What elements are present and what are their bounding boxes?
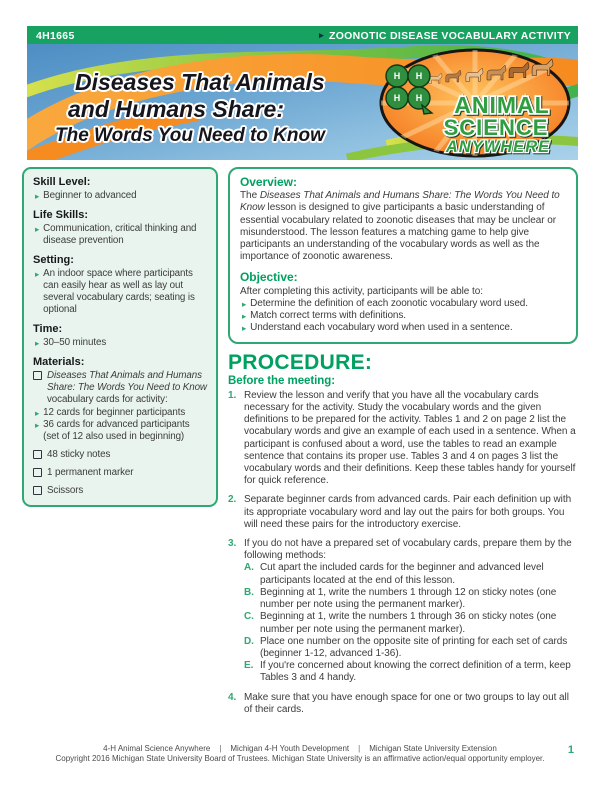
life-skills-heading: Life Skills:: [33, 209, 89, 221]
main-content: [228, 167, 578, 723]
setting-text: An indoor space where participants can easily hear as well as lay out several vocabulary cards; seating is optional: [43, 268, 195, 315]
page-header-bar: [27, 26, 578, 45]
setting-item: [33, 268, 207, 316]
objective-heading: Objective:: [240, 270, 298, 285]
substep-C: [244, 611, 578, 635]
materials-cards-text: [47, 370, 207, 406]
materials-sub2-text: 36 cards for advanced participants (set of 12 also used in beginning): [43, 419, 190, 442]
substep-E: [244, 660, 578, 684]
bullet-arrow-icon: ▸: [242, 298, 247, 309]
overview-lesson-title: Diseases That Animals and Humans Share: The Words You Need to Know: [240, 190, 560, 214]
page-title: [55, 69, 325, 149]
checkbox-icon: [33, 486, 42, 495]
substep-letter: B.: [244, 586, 254, 598]
logo-word-science: SCIENCE: [443, 115, 549, 140]
skill-level-heading: Skill Level:: [33, 176, 91, 188]
materials-heading: Materials:: [33, 356, 85, 368]
overview-rest: lesson is designed to give participants a basic understanding of essential vocabulary related to zoonotic diseases that may be unclear or misunderstood. The lesson features a matching game to help give participants an understanding of the vocabulary words as well as the importance of zoonotic awareness.: [240, 202, 557, 263]
header-activity-title: [319, 30, 571, 42]
objective-bullet3-text: Understand each vocabulary word when used in a sentence.: [250, 322, 513, 334]
materials-item-sticky-notes: [33, 449, 207, 461]
materials-subitem-1: [33, 407, 207, 419]
animal-science-anywhere-logo: [372, 47, 572, 159]
materials-item-marker: [33, 467, 207, 479]
header-activity-label: ZOONOTIC DISEASE VOCABULARY ACTIVITY: [328, 29, 571, 42]
substep-A-text: Cut apart the included cards for the beginner and advanced level participants located at the end of this lesson.: [260, 562, 544, 586]
checkbox-icon: [33, 468, 42, 477]
overview-lead: The: [240, 190, 260, 202]
skill-level-text: Beginner to advanced: [43, 190, 137, 201]
materials-cards-title: Diseases That Animals and Humans Share: The Words You Need to Know: [47, 370, 207, 393]
step-number: 1.: [228, 389, 237, 401]
checkbox-icon: [33, 450, 42, 459]
skill-level-item: [33, 190, 207, 202]
objective-bullet2-text: Match correct terms with definitions.: [250, 310, 406, 322]
step-number: 3.: [228, 538, 237, 550]
bullet-arrow-icon: ▸: [35, 338, 40, 348]
footer-copyright: Copyright 2016 Michigan State University Board of Trustees. Michigan State University is an affirmative action/equal opportunity employer.: [55, 754, 545, 763]
bullet-arrow-icon: ▸: [242, 311, 247, 322]
footer-org-1: 4-H Animal Science Anywhere: [103, 744, 211, 753]
time-heading: Time:: [33, 323, 63, 335]
procedure-step-2: [228, 494, 578, 531]
clover-h-letter: H: [393, 71, 401, 81]
time-item: [33, 337, 207, 349]
materials-sub1-text: 12 cards for beginner participants: [43, 407, 186, 418]
publication-code: 4H1665: [36, 29, 75, 42]
page-title-line1: Diseases That Animals: [75, 69, 325, 95]
clover-h-letter: H: [415, 93, 423, 103]
materials-scissors-text: Scissors: [47, 485, 84, 496]
checkbox-icon: [33, 371, 42, 380]
life-skills-item: [33, 223, 207, 247]
step-2-text: Separate beginner cards from advanced cards. Pair each definition up with its appropriate vocabulary word and lay out the pairs for both groups. You will need these pairs for the introductory exercise.: [244, 494, 572, 530]
substep-letter: C.: [244, 611, 254, 623]
materials-item-cards: [33, 370, 207, 406]
objective-bullet1-text: Determine the definition of each zoonotic vocabulary word used.: [250, 297, 528, 309]
logo-word-anywhere: ANYWHERE: [445, 138, 551, 156]
page-title-line3: The Words You Need to Know: [55, 125, 325, 146]
materials-marker-text: 1 permanent marker: [47, 467, 134, 478]
step-1-text: Review the lesson and verify that you have all the vocabulary cards necessary for the activity. Study the vocabulary words and the given definitions to be prepared for the activity. Tables 1 and 2 on page 2 list the vocabulary words and give an example of each used in a sentence. When a participant is confused about a word, use the tables to read an example sentence that contains its proper use. Tables 3 and 4 on pages 3 list the vocabulary words and their definitions. Keep these tables handy for yourself for quick reference.: [244, 389, 576, 487]
bullet-arrow-icon: ▸: [242, 323, 247, 334]
objective-bullet-1: [240, 298, 566, 310]
title-banner: [27, 44, 578, 160]
procedure-step-1: [228, 390, 578, 488]
step-number: 4.: [228, 691, 237, 703]
substep-E-text: If you're concerned about knowing the correct definition of a term, keep Tables 3 and 4 handy.: [260, 660, 571, 684]
overview-objective-box: [228, 167, 578, 344]
header-arrow-icon: ▸: [319, 30, 324, 40]
materials-subitem-2: [33, 419, 207, 443]
logo-word-animal: ANIMAL: [454, 92, 550, 118]
substep-C-text: Beginning at 1, write the numbers 1 through 36 on sticky notes (one number per note using the permanent marker).: [260, 611, 557, 635]
footer-org-2: Michigan 4-H Youth Development: [230, 744, 350, 753]
lesson-info-sidebar: [22, 167, 218, 507]
setting-heading: Setting:: [33, 254, 74, 266]
objective-intro: After completing this activity, participants will be able to:: [240, 285, 483, 297]
bullet-arrow-icon: ▸: [35, 224, 40, 234]
step-4-text: Make sure that you have enough space for one or two groups to lay out all of their cards.: [244, 691, 569, 715]
page-title-line2: and Humans Share:: [68, 96, 284, 122]
objective-bullet-2: [240, 310, 566, 322]
overview-paragraph: [240, 190, 566, 263]
footer-separator: |: [358, 744, 361, 753]
objective-bullet-3: [240, 322, 566, 334]
step-3-text: If you do not have a prepared set of vocabulary cards, prepare them by the following methods:: [244, 538, 572, 562]
footer-org-3: Michigan State University Extension: [369, 744, 497, 753]
before-meeting-heading: Before the meeting:: [228, 374, 336, 387]
substep-D: [244, 636, 578, 660]
life-skills-text: Communication, critical thinking and disease prevention: [43, 223, 197, 246]
page-number: 1: [567, 744, 574, 756]
substep-letter: D.: [244, 635, 254, 647]
footer-orgs: [0, 744, 600, 754]
bullet-arrow-icon: ▸: [35, 420, 40, 430]
step-number: 2.: [228, 494, 237, 506]
procedure-heading: PROCEDURE:: [228, 351, 373, 375]
procedure-step-4: [228, 692, 578, 716]
page-footer: [0, 744, 600, 764]
substep-letter: A.: [244, 562, 254, 574]
materials-cards-rest: vocabulary cards for activity:: [47, 394, 168, 405]
clover-h-letter: H: [415, 71, 423, 81]
time-text: 30–50 minutes: [43, 337, 107, 348]
bullet-arrow-icon: ▸: [35, 269, 40, 279]
bullet-arrow-icon: ▸: [35, 191, 40, 201]
substep-D-text: Place one number on the opposite site of printing for each set of cards (beginner 1-12, advanced 1-36).: [260, 635, 568, 659]
bullet-arrow-icon: ▸: [35, 408, 40, 418]
materials-item-scissors: [33, 485, 207, 497]
substep-B-text: Beginning at 1, write the numbers 1 through 12 on sticky notes (one number per note using the permanent marker).: [260, 586, 557, 611]
substep-A: [244, 562, 578, 586]
overview-heading: Overview:: [240, 175, 297, 189]
materials-sticky-notes-text: 48 sticky notes: [47, 449, 111, 460]
step-3-sublist: [244, 562, 578, 684]
clover-h-letter: H: [393, 93, 401, 103]
procedure-step-3: [228, 538, 578, 562]
substep-B: [244, 587, 578, 611]
footer-separator: |: [219, 744, 222, 753]
substep-letter: E.: [244, 660, 254, 672]
